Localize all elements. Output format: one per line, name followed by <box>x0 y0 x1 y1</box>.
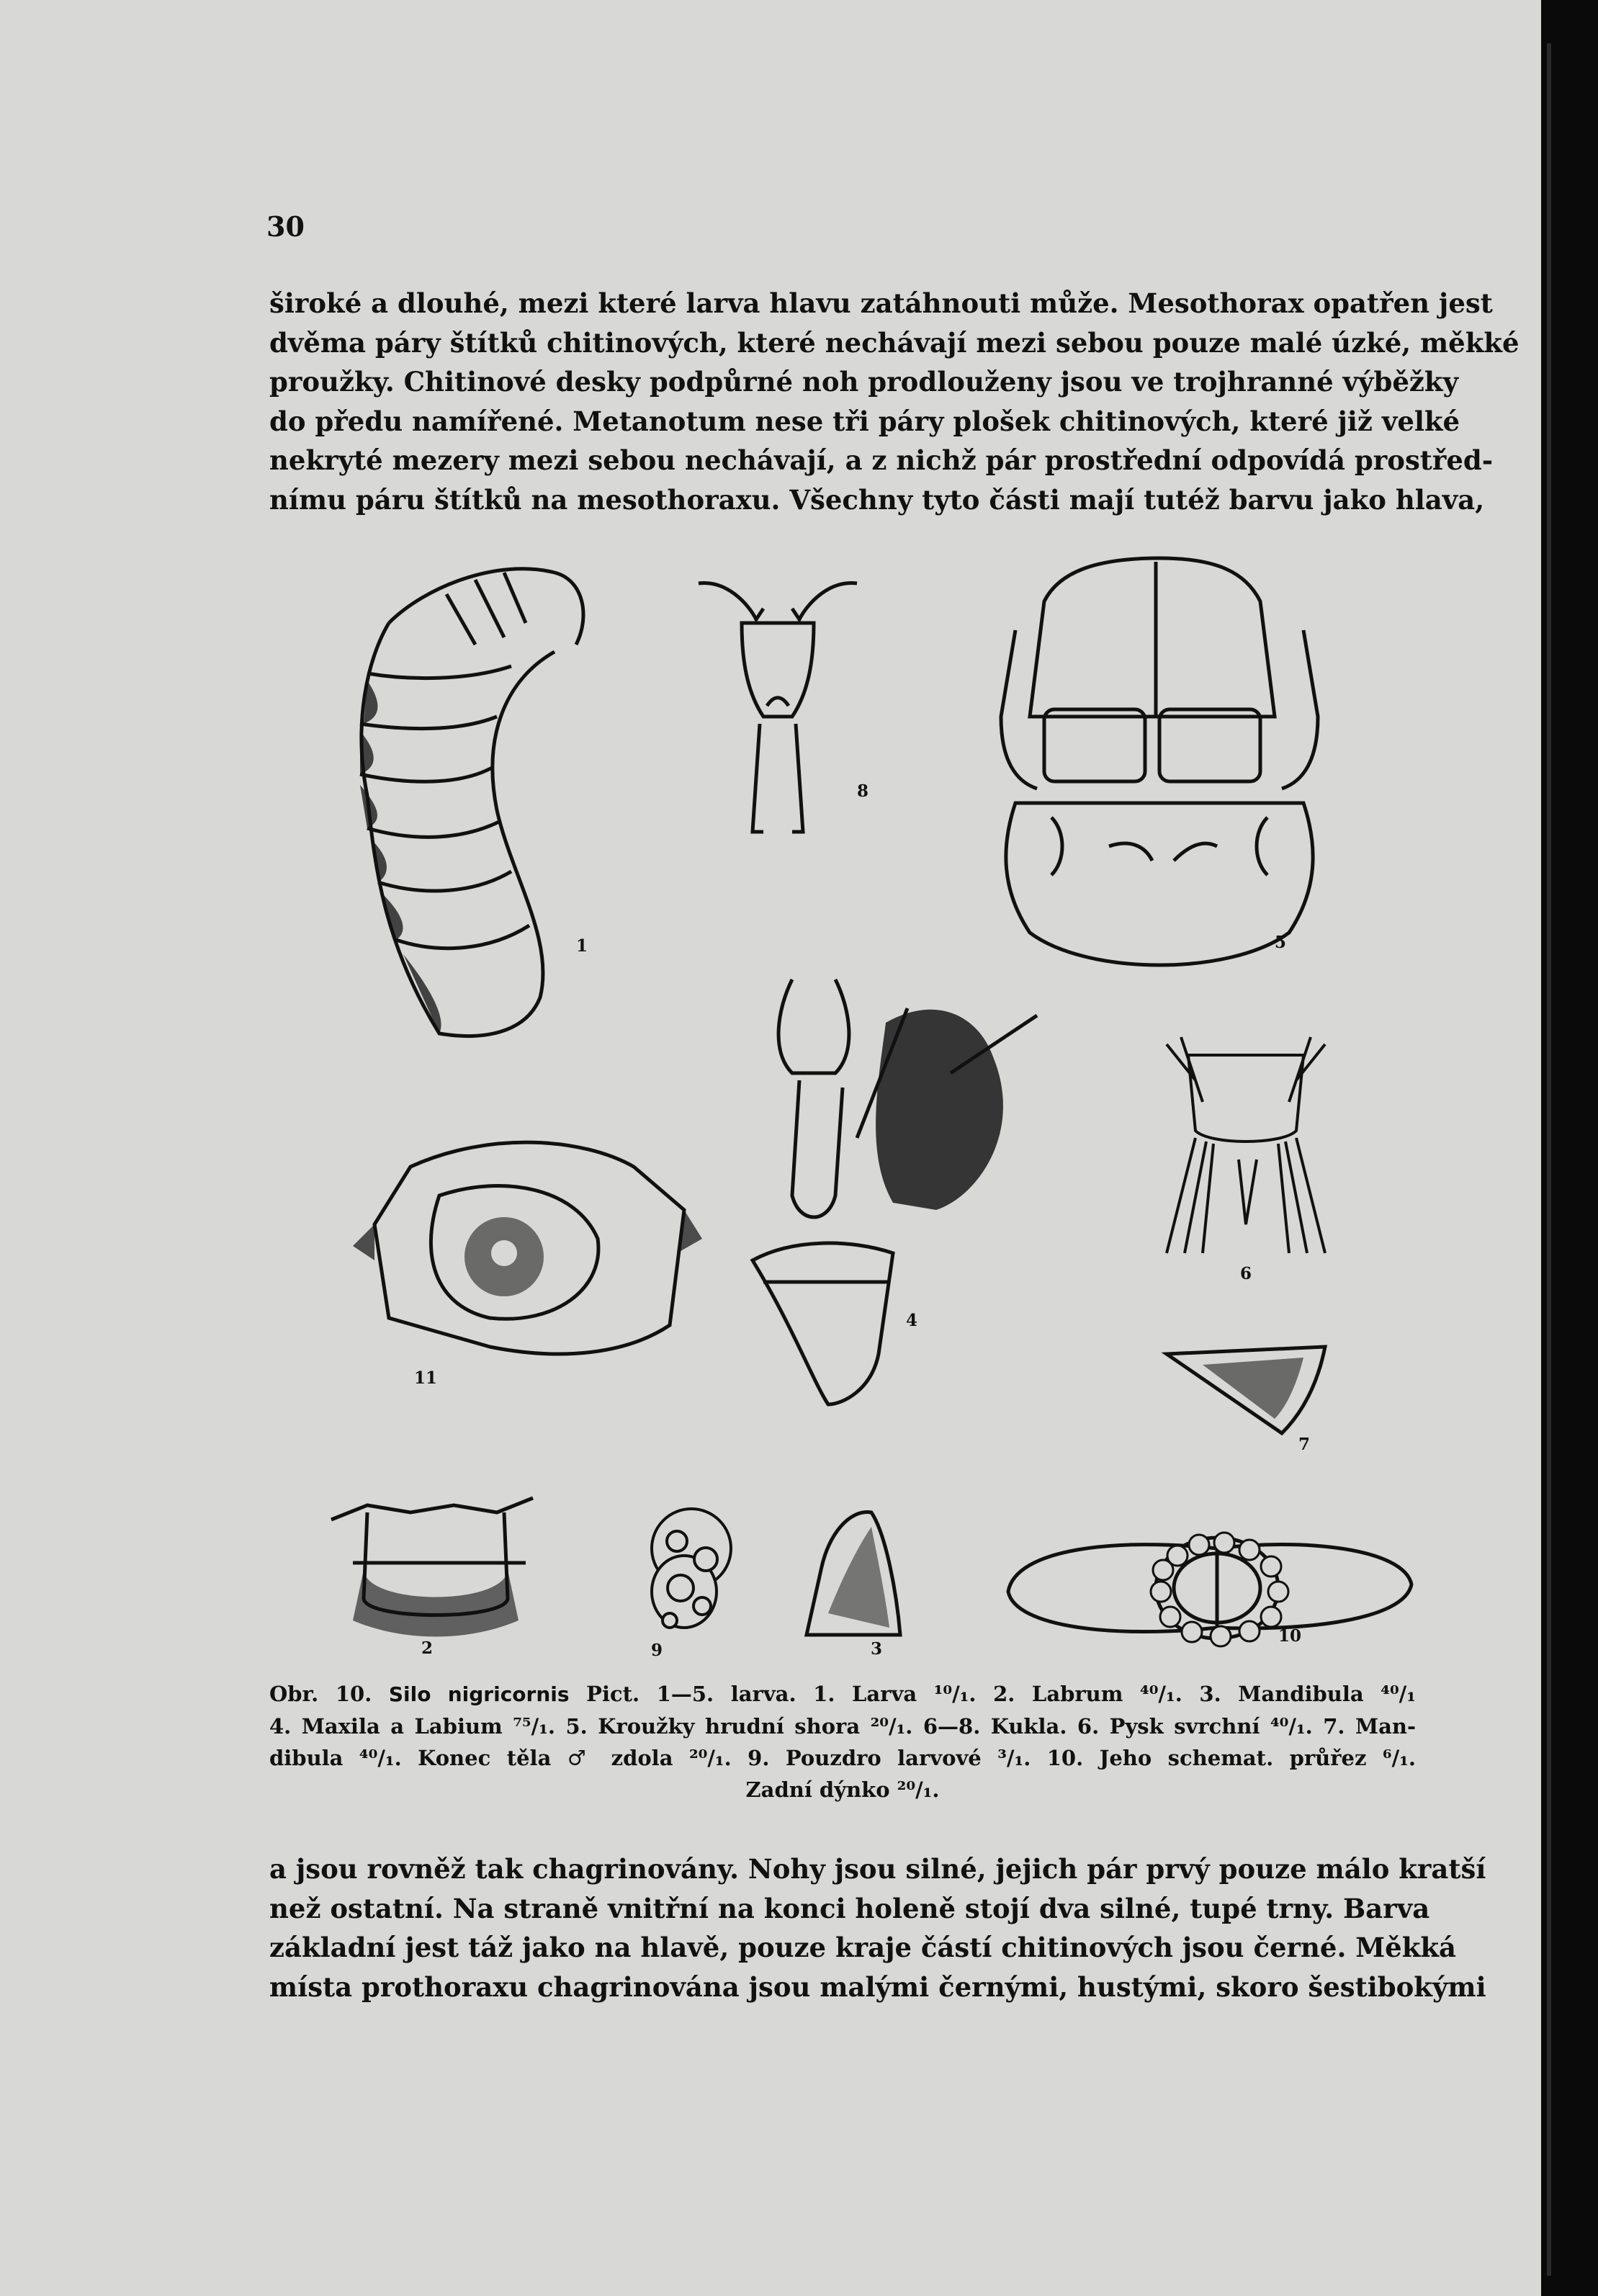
text-line: a jsou rovněž tak chagrinovány. Nohy jsou silné, jejich pár prvý pouze málo kratší <box>269 1853 1486 1885</box>
figure-label: 4 <box>906 1311 918 1330</box>
figure-label: 9 <box>651 1641 663 1660</box>
text-line: dvěma páry štítků chitinových, které nechávají mezi sebou pouze malé úzké, měkké <box>269 326 1520 359</box>
caption-line-text: Pict. 1—5. larva. 1. Larva ¹⁰/₁. 2. Labrum ⁴⁰/₁. 3. Mandibula ⁴⁰/₁ <box>586 1682 1416 1706</box>
upper-lip-drawing <box>1152 1037 1339 1268</box>
text-line: do předu namířené. Metanotum nese tři páry plošek chitinových, které již velké <box>269 405 1460 437</box>
caption-line <box>269 1678 1416 1710</box>
text-line: základní jest táž jako na hlavě, pouze kraje částí chitinových jsou černé. Měkká <box>269 1932 1456 1964</box>
figure-larva <box>338 537 598 1041</box>
mandible-drawing <box>799 1505 907 1642</box>
caption-species-name: Silo nigricornis <box>388 1682 570 1706</box>
labrum-drawing <box>324 1491 540 1649</box>
end-plate-center <box>491 1240 517 1266</box>
text-line: místa prothoraxu chagrinována jsou malými černými, hustými, skoro šestibokými <box>269 1970 1486 2003</box>
labrum-bristles <box>353 1570 519 1637</box>
page-number: 30 <box>266 210 305 243</box>
figure-label: 1 <box>576 936 588 956</box>
text-line: široké a dlouhé, mezi které larva hlavu zatáhnouti může. Mesothorax opatřen jest <box>269 287 1493 319</box>
figure-label: 10 <box>1278 1626 1302 1646</box>
figure-label: 2 <box>421 1638 434 1658</box>
figure-10 <box>1001 1505 1419 1649</box>
case-cross-section-drawing <box>1001 1505 1419 1649</box>
end-plate-drawing <box>346 1124 706 1390</box>
figure-label: 6 <box>1240 1264 1252 1283</box>
figure-2 <box>324 1491 540 1658</box>
figure-8 <box>684 565 871 839</box>
figure-3 <box>799 1505 907 1659</box>
book-spine-edge <box>1547 43 1551 2276</box>
figure-6 <box>1152 1037 1339 1283</box>
maxilla-labium-drawing <box>749 965 1109 1412</box>
figure-7 <box>1159 1340 1339 1454</box>
figure-label: 5 <box>1275 933 1287 952</box>
figure-caption <box>269 1678 1416 1806</box>
pupa-head-drawing <box>684 565 871 839</box>
figure-11 <box>346 1124 706 1390</box>
caption-figure-number: Obr. 10. <box>269 1682 372 1706</box>
larval-case-drawing <box>641 1505 742 1642</box>
figure-label: 7 <box>1298 1435 1311 1454</box>
figure-label: 11 <box>414 1368 438 1388</box>
figure-5 <box>972 544 1354 969</box>
figure-label: 3 <box>871 1639 883 1659</box>
mandible-shading <box>828 1527 889 1628</box>
thorax-rings-drawing <box>972 544 1354 969</box>
text-line: nímu páru štítků na mesothoraxu. Všechny tyto části mají tutéž barvu jako hlava, <box>269 483 1485 516</box>
maxilla-shading <box>876 1010 1003 1210</box>
caption-line: Zadní dýnko ²⁰/₁. <box>745 1777 940 1802</box>
figure-label: 8 <box>857 781 869 801</box>
pupa-mandible-drawing <box>1159 1340 1339 1448</box>
caption-line: 4. Maxila a Labium ⁷⁵/₁. 5. Kroužky hrudní shora ²⁰/₁. 6—8. Kukla. 6. Pysk svrchní ⁴⁰/₁. 7. Man- <box>269 1714 1416 1739</box>
text-line: proužky. Chitinové desky podpůrné noh prodlouženy jsou ve trojhranné výběžky <box>269 366 1459 398</box>
figure-4 <box>749 965 1109 1412</box>
larva-drawing <box>338 537 598 1041</box>
bottom-paragraph <box>269 1849 1486 2006</box>
text-line: nekryté mezery mezi sebou nechávají, a z nichž pár prostřední odpovídá prostřed- <box>269 444 1494 477</box>
top-paragraph <box>269 284 1520 520</box>
caption-line: dibula ⁴⁰/₁. Konec těla ♂ zdola ²⁰/₁. 9. Pouzdro larvové ³/₁. 10. Jeho schemat. průřez ⁶/₁. <box>269 1746 1416 1770</box>
text-line: než ostatní. Na straně vnitřní na konci holeně stojí dva silné, tupé trny. Barva <box>269 1892 1430 1924</box>
figure-9 <box>641 1505 742 1660</box>
